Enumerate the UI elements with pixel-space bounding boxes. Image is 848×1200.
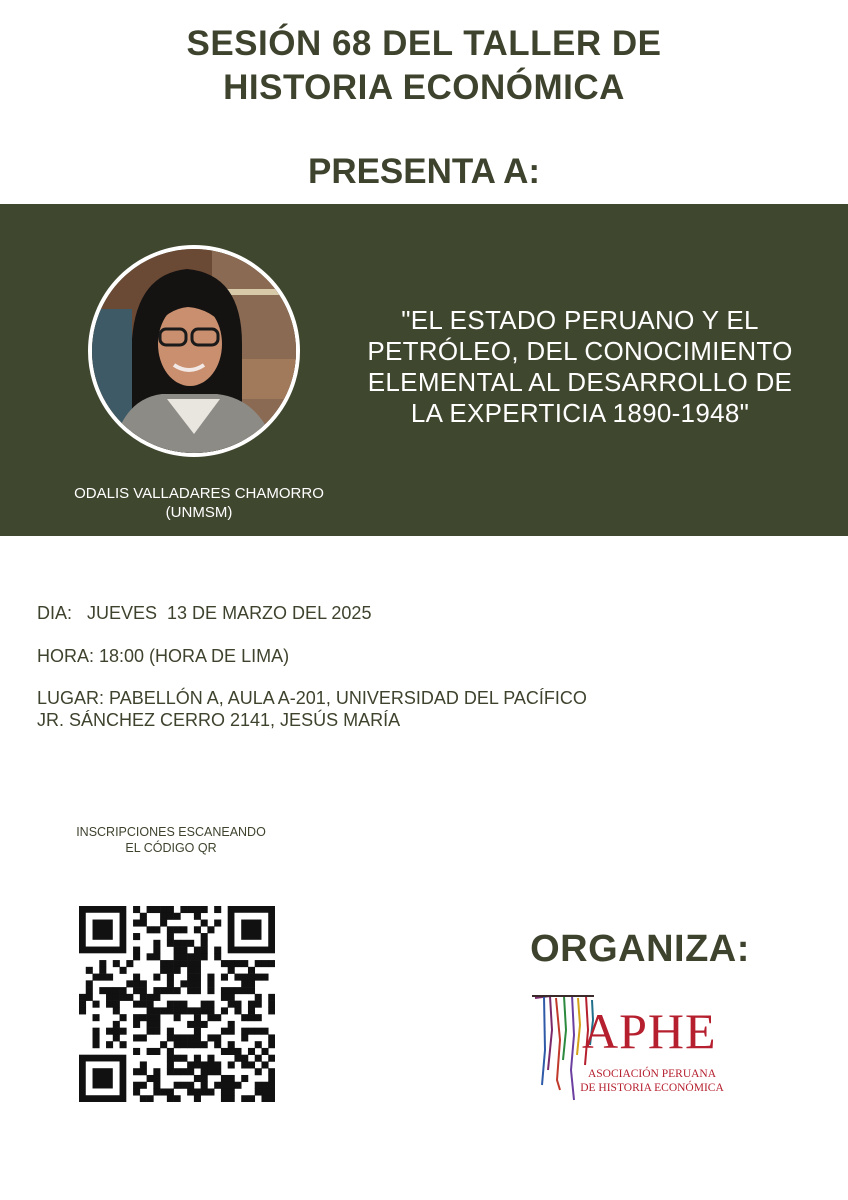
date-info: DIA: JUEVES 13 DE MARZO DEL 2025: [37, 603, 372, 623]
poster-title: [0, 22, 848, 110]
time-info: HORA: 18:00 (HORA DE LIMA): [37, 646, 290, 666]
talk-title: [350, 305, 810, 429]
registration-line-1: INSCRIPCIONES ESCANEANDO: [76, 825, 266, 839]
speaker-photo: [88, 245, 300, 457]
aphe-logo-sub-2: DE HISTORIA ECONÓMICA: [580, 1082, 724, 1094]
organiza-heading: ORGANIZA:: [530, 928, 750, 970]
talk-title-line-1: "EL ESTADO PERUANO Y EL: [401, 305, 759, 335]
speaker-portrait-image: [92, 249, 296, 453]
registration-label: [60, 824, 282, 856]
speaker-affiliation: (UNMSM): [165, 504, 233, 521]
qr-code-icon[interactable]: [79, 906, 275, 1102]
aphe-logo: [530, 990, 730, 1110]
presenta-heading: PRESENTA A:: [307, 152, 541, 191]
registration-line-2: EL CÓDIGO QR: [125, 841, 217, 855]
speaker-name: ODALIS VALLADARES CHAMORRO: [74, 485, 324, 502]
location-line-1: LUGAR: PABELLÓN A, AULA A-201, UNIVERSIDAD DEL PACÍFICO: [37, 688, 587, 708]
title-line-2: HISTORIA ECONÓMICA: [223, 68, 625, 107]
talk-title-line-2: PETRÓLEO, DEL CONOCIMIENTO: [367, 336, 793, 366]
talk-title-line-4: LA EXPERTICIA 1890-1948": [410, 398, 750, 428]
aphe-logo-text: APHE: [582, 1003, 717, 1059]
title-line-1: SESIÓN 68 DEL TALLER DE: [186, 24, 662, 63]
talk-title-line-3: ELEMENTAL AL DESARROLLO DE: [367, 367, 793, 397]
location-info: [37, 687, 587, 731]
location-line-2: JR. SÁNCHEZ CERRO 2141, JESÚS MARÍA: [37, 710, 401, 730]
aphe-logo-sub-1: ASOCIACIÓN PERUANA: [587, 1068, 717, 1080]
qr-code-graphic: [79, 906, 275, 1102]
